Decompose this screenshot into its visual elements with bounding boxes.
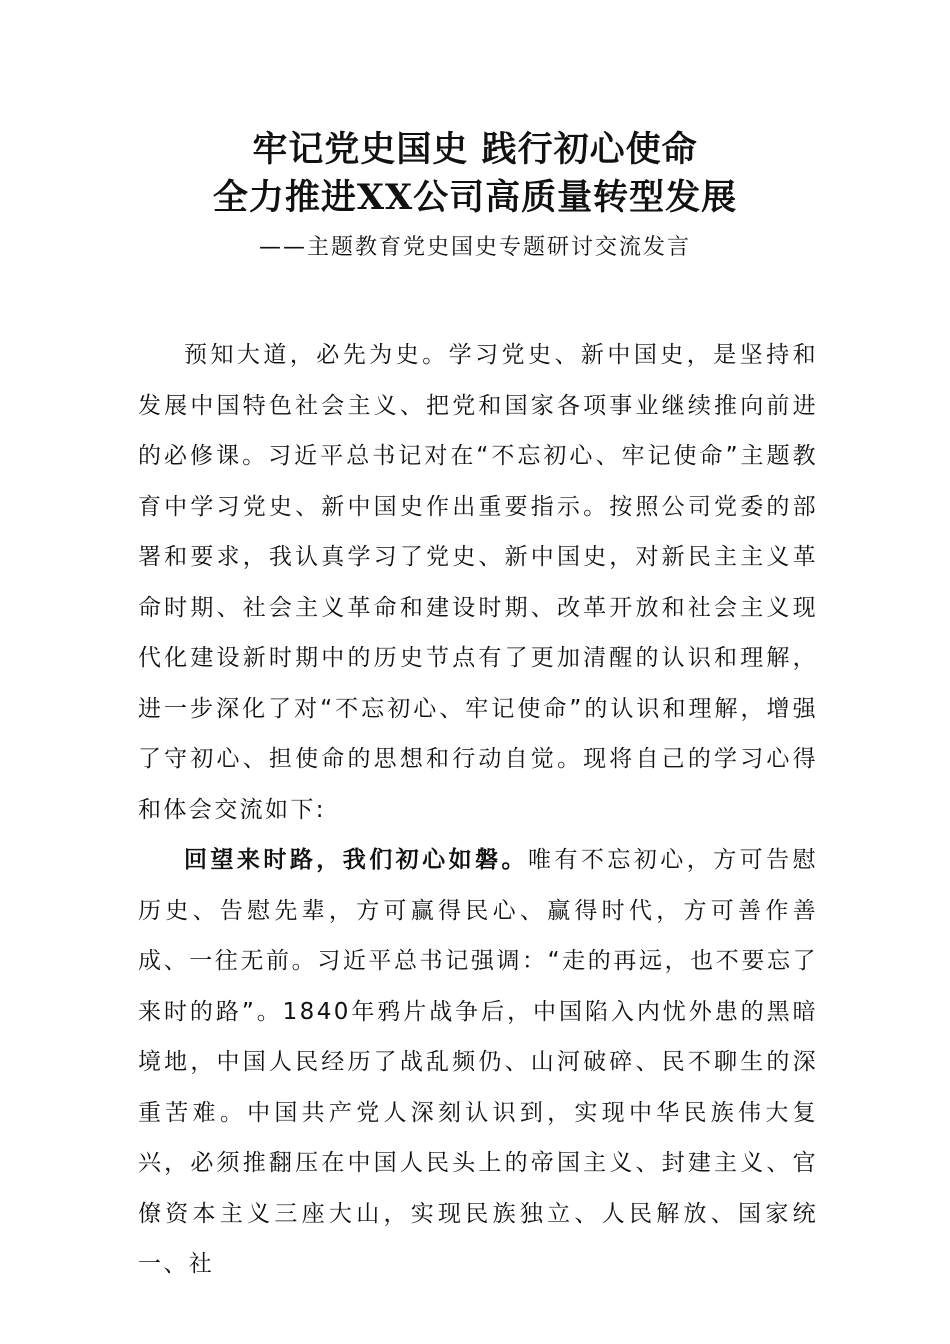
document-title-line-1: 牢记党史国史 践行初心使命	[252, 129, 698, 170]
document-title-line-2: 全力推进XX公司高质量转型发展	[212, 177, 738, 218]
paragraph-intro	[138, 330, 818, 835]
paragraph-intro-text: 预知大道，必先为史。学习党史、新中国史，是坚持和发展中国特色社会主义、把党和国家各项事业继续推向前进的必修课。习近平总书记对在“不忘初心、牢记使命”主题教育中学习党史、新中国史作出重要指示。按照公司党委的部署和要求，我认真学习了党史、新中国史，对新民主主义革命时期、社会主义革命和建设时期、改革开放和社会主义现代化建设新时期中的历史节点有了更加清醒的认识和理解，进一步深化了对“不忘初心、牢记使命”的认识和理解，增强了守初心、担使命的思想和行动自觉。现将自己的学习心得和体会交流如下:	[138, 342, 818, 823]
section-1-heading: 回望来时路，我们初心如磐。	[184, 847, 528, 873]
paragraph-section-1	[138, 835, 818, 1290]
document-subtitle: ——主题教育党史国史专题研讨交流发言	[258, 235, 691, 260]
paragraph-section-1-text: 唯有不忘初心，方可告慰历史、告慰先辈，方可赢得民心、赢得时代，方可善作善成、一往无前。习近平总书记强调：“走的再远，也不要忘了来时的路”。1840年鸦片战争后，中国陷入内忧外患的黑暗境地，中国人民经历了战乱频仍、山河破碎、民不聊生的深重苦难。中国共产党人深刻认识到，实现中华民族伟大复兴，必须推翻压在中国人民头上的帝国主义、封建主义、官僚资本主义三座大山，实现民族独立、人民解放、国家统一、社	[138, 847, 819, 1277]
document-body	[138, 330, 818, 1290]
